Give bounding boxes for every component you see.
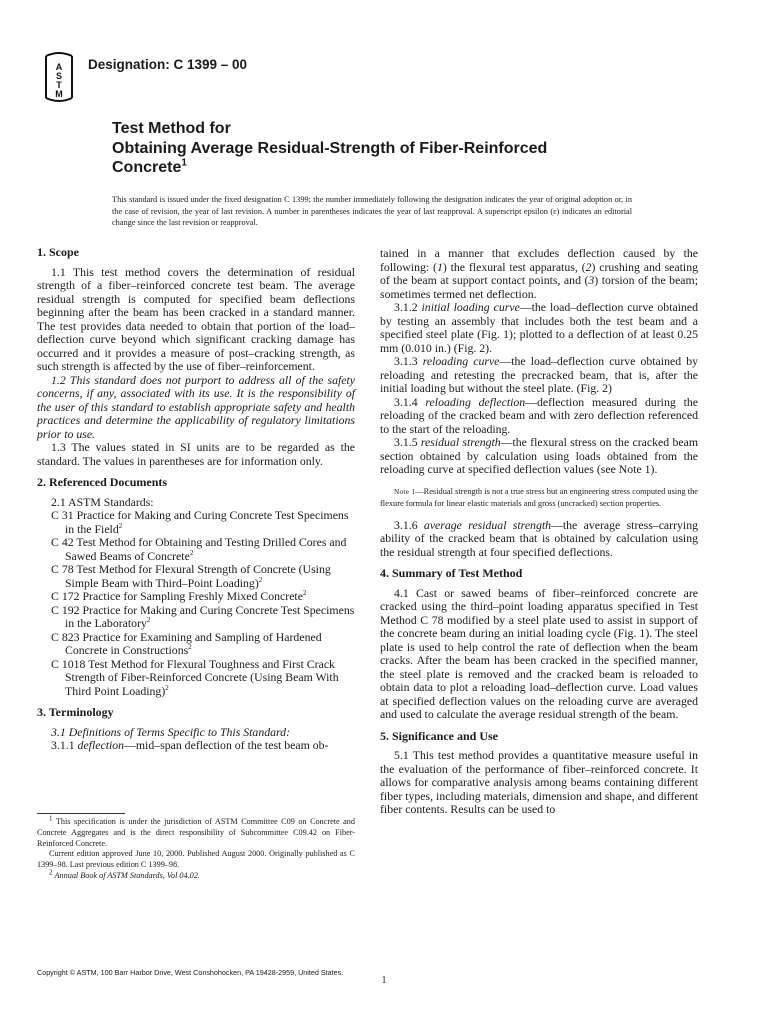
reference-item: C 31 Practice for Making and Curing Concrete Test Specimens in the Field$^2$	[51, 508, 349, 536]
issuance-notice: This standard is issued under the fixed designation C 1399; the number immediately following the designation indicates the year of original adoption or, in the case of revision, the year of last revision. A number in parentheses indicates the year of last reapproval. A superscript epsilon (ε) indicates an editorial change since the last revision or reapproval.	[112, 195, 632, 228]
title-footnote-mark: 1	[181, 157, 187, 169]
terminology-3-1-1-part-2: tained in a manner that excludes deflection caused by the following: (1) the flexural test apparatus, (2) crushing and seating of the beam at support contact points, and (3) torsion of the beam; sometimes termed net deflection.	[380, 246, 699, 301]
section-heading-significance: 5. Significance and Use	[380, 728, 499, 743]
footnotes	[37, 814, 355, 882]
reference-item: C 78 Test Method for Flexural Strength of Concrete (Using Simple Beam with Third–Point Loading)$^2$	[51, 562, 331, 590]
terminology-3-1-4: 3.1.4 reloading deflection—deflection measured during the reloading of the cracked beam and with zero deflection referenced to the start of the reloading.	[380, 394, 698, 436]
note-1: Note 1—Residual strength is not a true stress but an engineering stress computed using the flexure formula for linear elastic materials and gross (uncracked) section properties.	[380, 486, 698, 508]
terminology-3-1-1-part-1: 3.1.1 deflection—mid–span deflection of the test beam ob-	[51, 738, 329, 752]
svg-text:A: A	[55, 62, 63, 72]
terminology-3-1: 3.1 Definitions of Terms Specific to This Standard:	[51, 724, 291, 739]
footnote-1: $^1$ This specification is under the jurisdiction of ASTM Committee C09 on Concrete and Concrete Aggregates and is the direct responsibility of Subcommittee C09.42 on Fiber-Reinforced Concrete.	[37, 814, 355, 848]
astm-logo-icon	[38, 52, 80, 102]
significance-5-1: 5.1 This test method provides a quantitative measure useful in the evaluation of the performance of fiber–reinforced concrete. It allows for comparative analysis among beams containing different fiber types, including materials, dimension and shape, and different fiber contents. Results can be used to	[380, 748, 698, 816]
scope-1-3: 1.3 The values stated in SI units are to be regarded as the standard. The values in parentheses are for information only.	[37, 440, 355, 468]
designation: Designation: C 1399 – 00	[88, 57, 248, 72]
reference-list	[37, 509, 355, 698]
title-line-3: Concrete$^1$	[112, 157, 187, 176]
section-heading-summary: 4. Summary of Test Method	[380, 566, 523, 580]
left-column	[37, 246, 355, 753]
title-line-1: Test Method for	[112, 120, 231, 137]
reference-item: C 823 Practice for Examining and Sampling of Hardened Concrete in Constructions$^2$	[51, 629, 322, 657]
terminology-3-1-3: 3.1.3 reloading curve—the load–deflection curve obtained by reloading and retesting the precracked beam, that is, after the initial loading but without the steel plate. (Fig. 2)	[380, 354, 698, 395]
copyright-line: Copyright © ASTM, 100 Barr Harbor Drive, West Conshohocken, PA 19428-2959, United States.	[37, 968, 344, 977]
summary-4-1: 4.1 Cast or sawed beams of fiber–reinforced concrete are cracked using the third–point loading apparatus specified in Test Method C 78 modified by a steel plate used to assist in support of the concrete beam during an initial loading cycle (Fig. 1). The steel plate is used to help control the rate of deflection when the beam cracks. After the beam has been cracked in the specified manner, the steel plate is removed and the cracked beam is reloaded to obtain data to plot a reloading load–deflection curve. Load values at specified deflection values on the reloading curve are averaged and used to calculate the average residual strength of the beam.	[380, 585, 698, 721]
svg-text:M: M	[55, 89, 63, 99]
section-heading-terminology: 3. Terminology	[37, 705, 114, 719]
document-title	[112, 119, 672, 178]
svg-text:T: T	[56, 80, 62, 90]
scope-1-1: 1.1 This test method covers the determination of residual strength of a fiber–reinforced concrete test beam. The average residual strength is computed for specified beam deflections beginning after the beam has been cracked in a standard manner. The test provides data needed to obtain that portion of the load–deflection curve beyond which significant cracking damage has occurred and it provides a measure of post–cracking strength, as such strength is affected by the use of fiber–reinforcement.	[37, 264, 355, 373]
terminology-3-1-5: 3.1.5 residual strength—the flexural stress on the cracked beam section obtained by calculation using loads obtained from the reloading curve at specified deflection values (see Note 1).	[380, 435, 698, 476]
page-number: 1	[381, 975, 387, 986]
reference-item: C 1018 Test Method for Flexural Toughness and First Crack Strength of Fiber-Reinforced Concrete (Using Beam With Third Point Loading)$^2$	[51, 656, 339, 698]
reference-item: C 172 Practice for Sampling Freshly Mixed Concrete$^2$	[51, 589, 307, 603]
terminology-3-1-2: 3.1.2 initial loading curve—the load–deflection curve obtained by testing an assembly that includes both the test beam and a specified steel plate (Fig. 1); plotted to a deflection of at least 0.25 mm (0.010 in.) (Fig. 2).	[380, 300, 699, 355]
terminology-3-1-6: 3.1.6 average residual strength—the average stress–carrying ability of the cracked beam that is obtained by calculation using the residual strength at four specified deflections.	[380, 517, 698, 559]
right-column	[380, 247, 698, 817]
section-heading-referenced-documents: 2. Referenced Documents	[37, 475, 168, 489]
scope-1-2: 1.2 This standard does not purport to address all of the safety concerns, if any, associated with its use. It is the responsibility of the user of this standard to establish appropriate safety and health practices and determine the applicability of regulatory limitations prior to use.	[37, 372, 355, 441]
title-line-2: Obtaining Average Residual-Strength of Fiber-Reinforced	[112, 139, 548, 157]
astm-standards-label: 2.1 ASTM Standards:	[51, 494, 154, 509]
reference-item: C 42 Test Method for Obtaining and Testing Drilled Cores and Sawed Beams of Concrete$^2$	[51, 535, 347, 563]
svg-text:S: S	[55, 71, 63, 81]
footnote-2: $^2$ Annual Book of ASTM Standards, Vol 04.02.	[49, 868, 200, 880]
reference-item: C 192 Practice for Making and Curing Concrete Test Specimens in the Laboratory$^2$	[51, 602, 355, 630]
section-heading-scope: 1. Scope	[37, 245, 79, 259]
footnote-1-edition: Current edition approved June 10, 2000. Published August 2000. Originally published as C 1399–98. Last previous edition C 1399–98.	[37, 849, 355, 870]
